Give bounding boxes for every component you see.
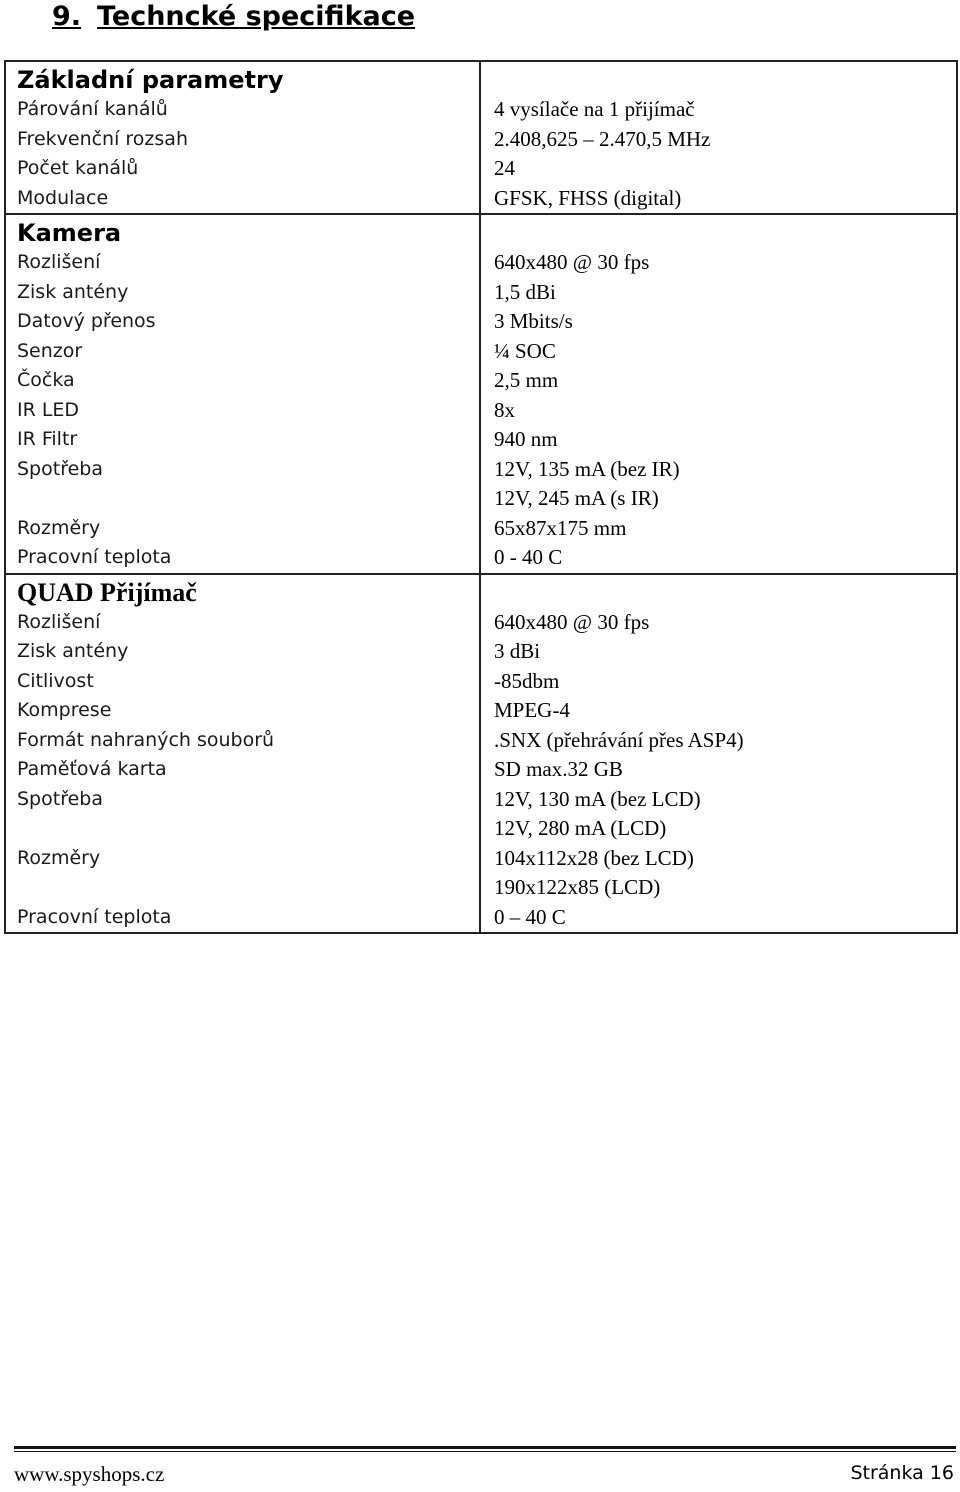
spec-value-cell bbox=[480, 425, 957, 455]
spec-row bbox=[5, 637, 957, 667]
section-header-row bbox=[5, 61, 957, 95]
spec-value-cell bbox=[480, 696, 957, 726]
spec-label: Paměťová karta bbox=[5, 755, 480, 785]
spec-label: Senzor bbox=[5, 337, 480, 367]
spec-value: ¼ SOC bbox=[494, 338, 556, 363]
spec-label: IR LED bbox=[5, 396, 480, 426]
spec-row bbox=[5, 366, 957, 396]
spec-value-cell bbox=[480, 667, 957, 697]
heading-text: Techncké specifikace bbox=[97, 1, 416, 32]
spec-row bbox=[5, 514, 957, 544]
spec-row bbox=[5, 903, 957, 934]
spec-value-cell bbox=[480, 608, 957, 638]
spec-label: Spotřeba bbox=[5, 785, 480, 844]
spec-value: 65x87x175 mm bbox=[494, 515, 627, 540]
spec-label: Formát nahraných souborů bbox=[5, 726, 480, 756]
spec-label: Rozměry bbox=[5, 514, 480, 544]
spec-row bbox=[5, 396, 957, 426]
spec-label: Pracovní teplota bbox=[5, 543, 480, 574]
spec-label: Zisk antény bbox=[5, 637, 480, 667]
footer-website: www.spyshops.cz bbox=[14, 1462, 165, 1486]
section-empty-cell bbox=[480, 574, 957, 608]
spec-value-cell bbox=[480, 785, 957, 844]
spec-value-cell bbox=[480, 755, 957, 785]
spec-value-cell bbox=[480, 514, 957, 544]
spec-value-cell bbox=[480, 125, 957, 155]
spec-row bbox=[5, 337, 957, 367]
spec-value: 640x480 @ 30 fps bbox=[494, 609, 650, 634]
spec-value: 3 Mbits/s bbox=[494, 309, 573, 333]
spec-label: Pracovní teplota bbox=[5, 903, 480, 934]
page-heading bbox=[52, 0, 415, 34]
spec-value-cell bbox=[480, 307, 957, 337]
spec-label: Frekvenční rozsah bbox=[5, 125, 480, 155]
spec-row bbox=[5, 696, 957, 726]
footer-divider bbox=[14, 1446, 956, 1452]
spec-label: Rozlišení bbox=[5, 608, 480, 638]
spec-row bbox=[5, 248, 957, 278]
spec-value: 104x112x28 (bez LCD) bbox=[494, 845, 694, 870]
spec-value-cell bbox=[480, 637, 957, 667]
spec-row bbox=[5, 125, 957, 155]
spec-label: Čočka bbox=[5, 366, 480, 396]
section-empty-cell bbox=[480, 214, 957, 248]
spec-label: Rozměry bbox=[5, 844, 480, 903]
section-title: Kamera bbox=[5, 214, 480, 248]
spec-row bbox=[5, 425, 957, 455]
spec-row bbox=[5, 307, 957, 337]
spec-row bbox=[5, 95, 957, 125]
section-title: Základní parametry bbox=[5, 61, 480, 95]
spec-row bbox=[5, 608, 957, 638]
spec-row bbox=[5, 755, 957, 785]
spec-label: Modulace bbox=[5, 184, 480, 215]
spec-label: Komprese bbox=[5, 696, 480, 726]
spec-row bbox=[5, 726, 957, 756]
spec-value-cell bbox=[480, 154, 957, 184]
spec-value: 12V, 130 mA (bez LCD) bbox=[494, 786, 701, 811]
spec-row bbox=[5, 184, 957, 215]
spec-value: MPEG-4 bbox=[494, 698, 570, 722]
spec-value: 190x122x85 (LCD) bbox=[494, 875, 661, 899]
spec-label: IR Filtr bbox=[5, 425, 480, 455]
spec-table bbox=[4, 60, 958, 934]
spec-label: Počet kanálů bbox=[5, 154, 480, 184]
spec-value: 2,5 mm bbox=[494, 368, 559, 392]
spec-value-cell bbox=[480, 337, 957, 367]
spec-row bbox=[5, 154, 957, 184]
spec-label: Párování kanálů bbox=[5, 95, 480, 125]
spec-value: 12V, 135 mA (bez IR) bbox=[494, 456, 680, 481]
spec-value-cell bbox=[480, 95, 957, 125]
spec-row bbox=[5, 543, 957, 574]
spec-value: -85dbm bbox=[494, 668, 560, 693]
spec-value: 640x480 @ 30 fps bbox=[494, 250, 650, 274]
section-header-row bbox=[5, 574, 957, 608]
heading-number: 9. bbox=[52, 1, 82, 32]
spec-row bbox=[5, 278, 957, 308]
spec-label: Citlivost bbox=[5, 667, 480, 697]
spec-value-cell bbox=[480, 278, 957, 308]
spec-table-body bbox=[5, 61, 957, 933]
spec-value: 24 bbox=[494, 156, 515, 180]
spec-value-cell bbox=[480, 366, 957, 396]
spec-row bbox=[5, 667, 957, 697]
spec-value-cell bbox=[480, 396, 957, 426]
spec-value: 940 nm bbox=[494, 427, 558, 451]
spec-value: 4 vysílače na 1 přijímač bbox=[494, 97, 695, 121]
footer-page-number: Stránka 16 bbox=[850, 1462, 954, 1484]
section-header-row bbox=[5, 214, 957, 248]
spec-row bbox=[5, 785, 957, 844]
spec-value: GFSK, FHSS (digital) bbox=[494, 185, 682, 210]
spec-label: Zisk antény bbox=[5, 278, 480, 308]
section-empty-cell bbox=[480, 61, 957, 95]
spec-row bbox=[5, 844, 957, 903]
spec-value-cell bbox=[480, 248, 957, 278]
spec-value-cell bbox=[480, 903, 957, 934]
section-title: QUAD Přijímač bbox=[5, 574, 480, 608]
spec-value-cell bbox=[480, 184, 957, 215]
spec-value-cell bbox=[480, 844, 957, 903]
spec-value: 0 – 40 C bbox=[494, 904, 566, 929]
spec-value: 1,5 dBi bbox=[494, 279, 556, 304]
spec-value: 12V, 280 mA (LCD) bbox=[494, 816, 667, 840]
spec-label: Datový přenos bbox=[5, 307, 480, 337]
spec-value-cell bbox=[480, 726, 957, 756]
spec-value: 8x bbox=[494, 397, 515, 422]
spec-label: Spotřeba bbox=[5, 455, 480, 514]
spec-value-cell bbox=[480, 455, 957, 514]
spec-value: 0 - 40 C bbox=[494, 545, 563, 569]
spec-value: 3 dBi bbox=[494, 639, 541, 663]
spec-value-cell bbox=[480, 543, 957, 574]
spec-value: SD max.32 GB bbox=[494, 757, 623, 781]
spec-label: Rozlišení bbox=[5, 248, 480, 278]
spec-value: 2.408,625 – 2.470,5 MHz bbox=[494, 126, 711, 151]
spec-row bbox=[5, 455, 957, 514]
spec-value: 12V, 245 mA (s IR) bbox=[494, 486, 659, 510]
spec-value: .SNX (přehrávání přes ASP4) bbox=[494, 727, 744, 752]
